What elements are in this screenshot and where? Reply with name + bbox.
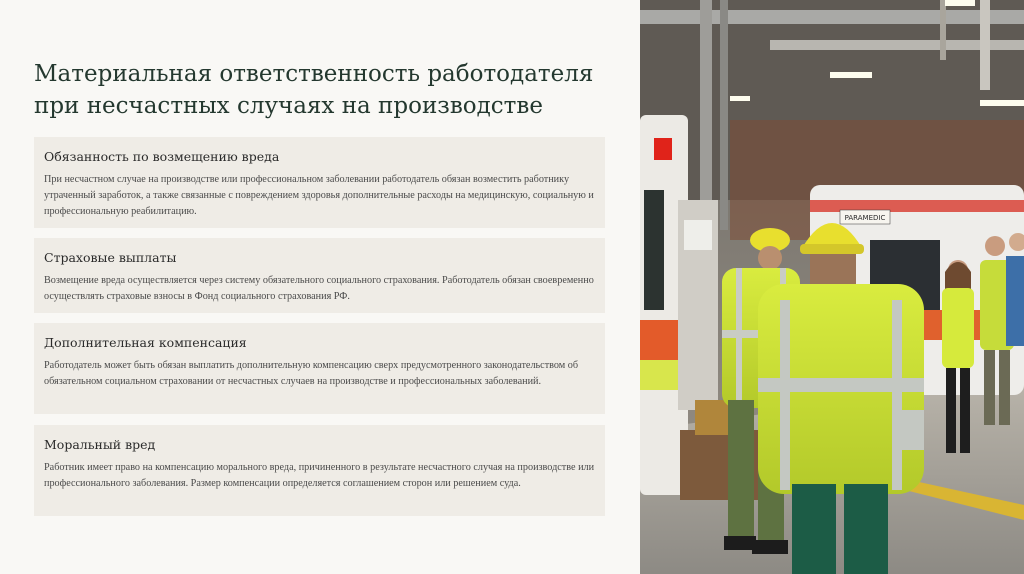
- card-additional-compensation: [34, 323, 605, 414]
- card-insurance-payments: [34, 238, 605, 313]
- card-moral-damage: [34, 425, 605, 516]
- title-line-2: при несчастных случаях на производстве: [34, 93, 543, 119]
- card-heading: Моральный вред: [44, 437, 156, 452]
- card-text: При несчастном случае на производстве или профессиональном заболевании работодатель обязан возместить работнику утраченный заработок, а также связанные с повреждением здоровья дополнительные расходы на медицинскую, социальную и профессиональную реабилитацию.: [44, 174, 594, 217]
- card-heading: Обязанность по возмещению вреда: [44, 149, 280, 164]
- card-text: Работник имеет право на компенсацию морального вреда, причиненного в результате несчастного случая на производстве или профессионального заболевания. Размер компенсации определяется соглашением сторон или решением суда.: [44, 462, 595, 489]
- ambulance-sign: PARAMEDIC: [844, 214, 886, 222]
- card-heading: Страховые выплаты: [44, 250, 177, 265]
- photo-illustration: [640, 0, 1024, 574]
- card-damage-compensation: [34, 137, 605, 228]
- card-text: Возмещение вреда осуществляется через систему обязательного социального страхования. Работодатель обязан своевременно осуществлять страховые взносы в Фонд социального страхования РФ.: [44, 275, 594, 302]
- card-heading: Дополнительная компенсация: [44, 335, 247, 350]
- factory-ambulance-photo: [640, 0, 1024, 574]
- card-text: Работодатель может быть обязан выплатить дополнительную компенсацию сверх предусмотренного законодательством об обязательном социальном страховании от несчастных случаев на производстве и профессиональных заболеваний.: [44, 360, 579, 387]
- title-line-1: Материальная ответственность работодателя: [34, 61, 594, 87]
- page-title: [34, 58, 624, 122]
